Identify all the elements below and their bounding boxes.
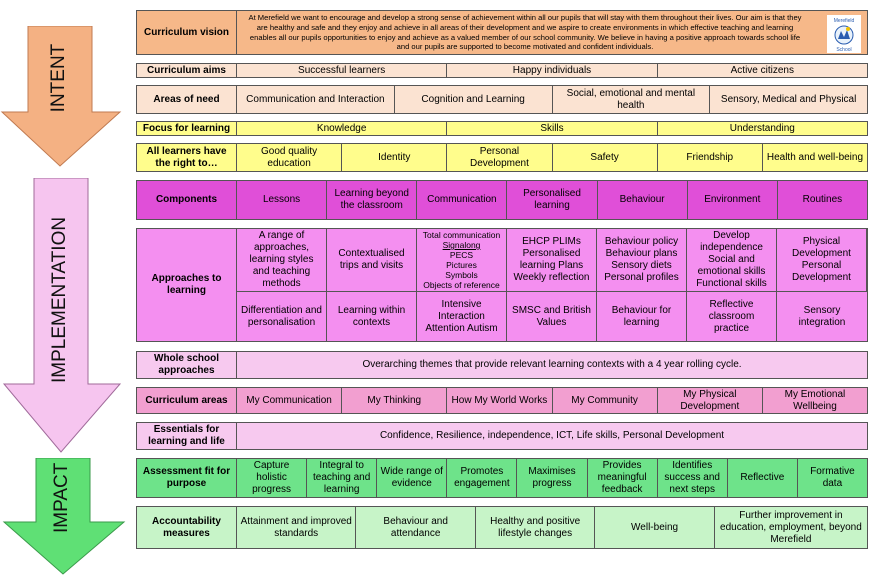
component-item: Learning beyond the classroom <box>327 181 417 219</box>
right-item: Identity <box>342 144 447 171</box>
curriculum-vision-label: Curriculum vision <box>137 11 237 54</box>
approach-item: Differentiation and personalisation <box>237 292 327 341</box>
assessment-row <box>136 458 868 498</box>
right-item: Personal Development <box>447 144 552 171</box>
assessment-item: Maximises progress <box>517 459 587 497</box>
learners-rights-label: All learners have the right to… <box>137 144 237 171</box>
areas-of-need-row <box>136 85 868 114</box>
area-item: How My World Works <box>447 388 552 413</box>
approach-item: Learning within contexts <box>327 292 417 341</box>
area-item: My Thinking <box>342 388 447 413</box>
implementation-label: IMPLEMENTATION <box>49 216 70 383</box>
assessment-label: Assessment fit for purpose <box>137 459 237 497</box>
aim-item: Successful learners <box>237 64 447 77</box>
approach-item: Reflective classroom practice <box>687 292 777 341</box>
approach-item: Pictures <box>446 260 477 270</box>
curriculum-areas-row <box>136 387 868 414</box>
essentials-row <box>136 422 868 450</box>
approach-item: Signalong <box>442 240 481 250</box>
approaches-label: Approaches to learning <box>137 229 237 341</box>
approach-item: Total communication <box>422 230 501 240</box>
curriculum-aims-row <box>136 63 868 78</box>
approach-item: Physical Development Personal Development <box>777 229 867 292</box>
accountability-item: Further improvement in education, employment, beyond Merefield <box>720 509 862 545</box>
svg-text:Merefield: Merefield <box>833 18 855 24</box>
component-item: Behaviour <box>598 181 688 219</box>
intent-label: INTENT <box>48 43 69 113</box>
accountability-item: Well-being <box>595 507 714 548</box>
accountability-item: Healthy and positive lifestyle changes <box>476 507 595 548</box>
assessment-item: Reflective <box>728 459 798 497</box>
right-item: Friendship <box>658 144 763 171</box>
approaches-row <box>136 228 868 342</box>
whole-school-text: Overarching themes that provide relevant learning contexts with a 4 year rolling cycle. <box>362 359 742 370</box>
right-item: Safety <box>553 144 658 171</box>
learners-rights-row <box>136 143 868 172</box>
accountability-label: Accountability measures <box>137 507 237 548</box>
approach-item: Behaviour for learning <box>597 292 687 341</box>
need-item: Social, emotional and mental health <box>553 86 711 113</box>
accountability-item: Attainment and improved standards <box>237 507 356 548</box>
curriculum-aims-label: Curriculum aims <box>137 64 237 77</box>
curriculum-vision-row <box>136 10 868 55</box>
whole-school-row <box>136 351 868 379</box>
approach-item: A range of approaches, learning styles and teaching methods <box>237 229 327 292</box>
approach-item: Contextualised trips and visits <box>327 229 417 292</box>
essentials-text: Confidence, Resilience, independence, ICT, Life skills, Personal Development <box>379 430 725 441</box>
component-item: Lessons <box>237 181 327 219</box>
approach-item: PECS <box>449 250 474 260</box>
need-item: Cognition and Learning <box>395 86 553 113</box>
approach-item: Behaviour policy Behaviour plans Sensory diets Personal profiles <box>597 229 687 292</box>
essentials-label: Essentials for learning and life <box>137 423 237 449</box>
focus-item: Understanding <box>729 122 795 134</box>
approach-item: Sensory integration <box>798 304 846 328</box>
communication-approaches-list <box>417 229 507 292</box>
approach-item: SMSC and British Values <box>507 292 597 341</box>
components-row <box>136 180 868 220</box>
component-item: Communication <box>417 181 507 219</box>
impact-label: IMPACT <box>51 462 72 533</box>
area-item: My Community <box>553 388 658 413</box>
whole-school-label: Whole school approaches <box>137 352 237 378</box>
need-item: Sensory, Medical and Physical <box>720 93 857 105</box>
right-item: Good quality education <box>237 144 342 171</box>
approach-item: Develop independence Social and emotional skills Functional skills <box>687 229 777 292</box>
approach-item: Symbols <box>445 270 478 280</box>
focus-for-learning-label: Focus for learning <box>137 122 237 135</box>
component-item: Routines <box>802 194 843 205</box>
svg-text:School: School <box>836 47 852 53</box>
need-item: Communication and Interaction <box>237 86 395 113</box>
area-item: My Physical Development <box>658 388 763 413</box>
approach-item: EHCP PLIMs Personalised learning Plans Weekly reflection <box>507 229 597 292</box>
assessment-item: Provides meaningful feedback <box>588 459 658 497</box>
area-item: My Communication <box>237 388 342 413</box>
curriculum-vision-text: At Merefield we want to encourage and develop a strong sense of achievement within all our pupils that will stay with them throughout their lives. Our aim is that they are healthy and safe and they enjoy and achieve in all areas of their development and we aspire to create environments in which effective teaching and learning enables all our pupils opportunities to enjoy and achieve as a valued member of our school community. We believe in having a positive approach towards school life and our pupils are supported to become motivated and confident individuals. <box>237 11 867 54</box>
focus-item: Knowledge <box>237 122 447 135</box>
assessment-item: Capture holistic progress <box>237 459 307 497</box>
assessment-item: Wide range of evidence <box>377 459 447 497</box>
assessment-item: Integral to teaching and learning <box>307 459 377 497</box>
school-logo-icon <box>827 15 861 53</box>
assessment-item: Identifies success and next steps <box>658 459 728 497</box>
accountability-item: Behaviour and attendance <box>356 507 475 548</box>
focus-for-learning-row <box>136 121 868 136</box>
areas-of-need-label: Areas of need <box>137 86 237 113</box>
right-item: Health and well-being <box>766 151 864 163</box>
approach-item: Intensive Interaction Attention Autism <box>417 292 507 341</box>
approach-item: Objects of reference <box>423 280 500 290</box>
focus-item: Skills <box>447 122 657 135</box>
components-label: Components <box>137 181 237 219</box>
curriculum-areas-label: Curriculum areas <box>137 388 237 413</box>
assessment-item: Promotes engagement <box>447 459 517 497</box>
area-item: My Emotional Wellbeing <box>784 388 846 412</box>
assessment-item: Formative data <box>810 466 855 489</box>
aim-item: Active citizens <box>730 64 794 76</box>
component-item: Personalised learning <box>507 181 597 219</box>
aim-item: Happy individuals <box>447 64 657 77</box>
component-item: Environment <box>688 181 778 219</box>
accountability-row <box>136 506 868 549</box>
